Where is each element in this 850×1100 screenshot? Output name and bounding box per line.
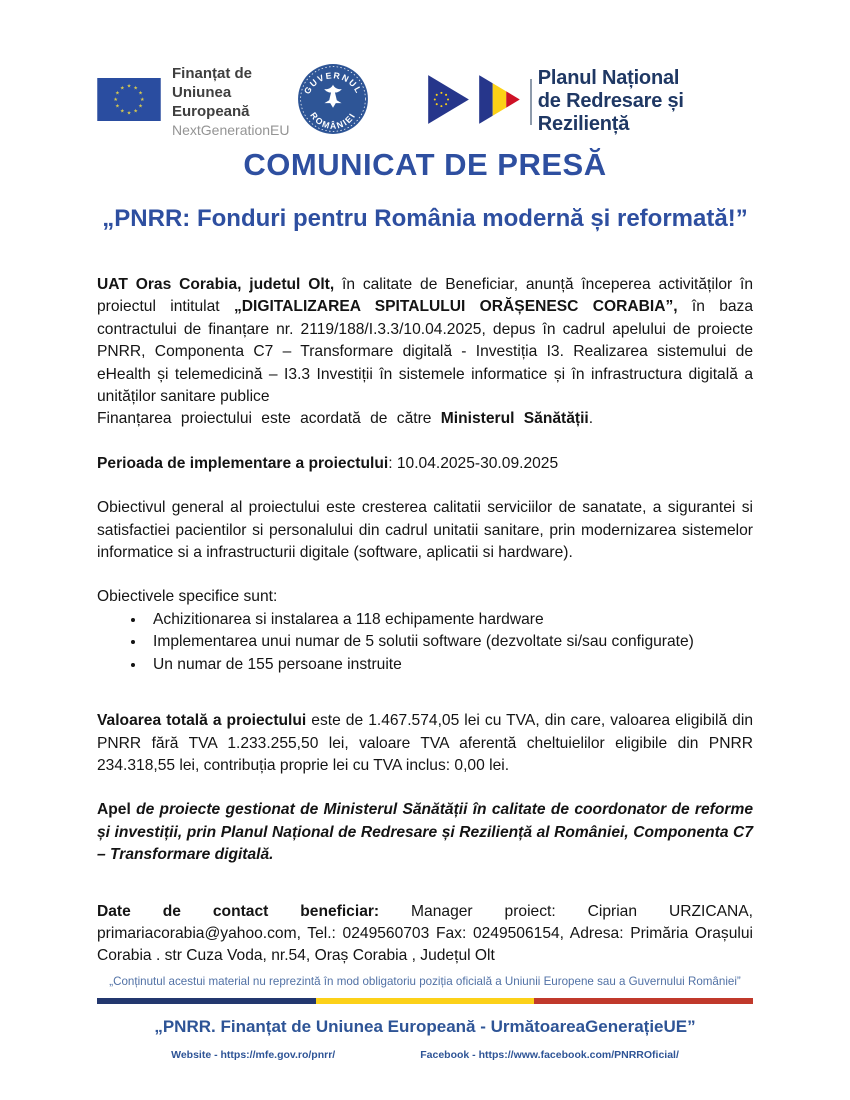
- svg-text:★: ★: [133, 108, 138, 115]
- intro-text-2: în baza contractului de finanțare nr. 2119/188/I.3.3/10.04.2025, depus în cadrul apelului de proiecte PNRR, Componenta C7 – Transformare digitală - Investiția I3. Realizarea sistemului de eHealth și telemedicină – I3.3 Investiții în sistemele informatice și în infrastructura digitală a unităților sanitare publice: [97, 298, 754, 406]
- bullet-text: Achizitionarea si instalarea a 118 echipamente hardware: [153, 610, 544, 628]
- paragraph-contact: [97, 901, 753, 968]
- page-title: COMUNICAT DE PRESĂ: [243, 147, 607, 182]
- svg-text:★: ★: [115, 89, 120, 96]
- svg-text:★: ★: [120, 84, 125, 91]
- paragraph-intro: [97, 274, 753, 431]
- romania-tricolor-stripe: [97, 998, 753, 1004]
- intro-text-1: în calitate de Beneficiar, anunță începerea activităților în proiectul intitulat: [97, 276, 753, 316]
- list-item: [146, 631, 753, 653]
- svg-text:★: ★: [140, 96, 145, 103]
- contact-text: Manager proiect: Ciprian URZICANA, primariacorabia@yahoo.com, Tel.: 0249560703 Fax: 0249506154, Adresa: Primăria Orașului Corabia . str Cuza Voda, nr.54, Oraș Corabia , Județul Olt: [97, 902, 753, 965]
- spacer: [97, 889, 753, 901]
- eu-funding-logo-text: [172, 64, 296, 140]
- stripe-yellow: [316, 998, 535, 1004]
- paragraph-specific-intro: Obiectivele specifice sunt:: [97, 588, 278, 606]
- svg-text:★: ★: [138, 103, 143, 110]
- website-link: Website - https://mfe.gov.ro/pnrr/: [171, 1049, 336, 1061]
- eu-funding-logo: [97, 64, 296, 140]
- pnrr-logo-separator: [530, 79, 532, 125]
- paragraph-period: [97, 453, 753, 475]
- svg-text:★: ★: [138, 89, 143, 96]
- paragraph-objective: Obiectivul general al proiectului este cresterea calitatii serviciilor de sanatate, a sigurantei si satisfactiei pacientilor si personalului din cadrul unitatii sanitare, prin modernizarea sistemelor informatice si a infrastructurii digitale (software, aplicatii si hardware).: [97, 499, 753, 562]
- svg-text:★: ★: [113, 96, 118, 103]
- pnrr-logo-line2: de Redresare și Reziliență: [537, 90, 684, 135]
- contact-label: Date de contact beneficiar:: [97, 902, 380, 920]
- funding-text: Finanțarea proiectului este acordată de către: [97, 410, 441, 428]
- spacer: [97, 698, 753, 710]
- bullet-text: Implementarea unui numar de 5 solutii software (dezvoltate si/sau configurate): [153, 633, 694, 651]
- ministry-name: Ministerul Sănătății: [440, 410, 589, 428]
- list-item: [146, 654, 753, 676]
- footer-tagline: „PNRR. Finanțat de Uniunea Europeană - UrmătoareaGenerațieUE”: [154, 1017, 696, 1036]
- eu-logo-line2: Uniunea Europeană: [172, 83, 250, 120]
- value-text: este de 1.467.574,05 lei cu TVA, din care, valoarea eligibilă din PNRR fără TVA 1.233.255,50 lei, valoare TVA aferentă cheltuielilor eligibile din PNRR 234.318,55 lei, contribuția proprie lei cu TVA inclus: 0,00 lei.: [97, 712, 753, 774]
- pnrr-logo: [426, 67, 753, 136]
- paragraph-call: [97, 799, 753, 866]
- beneficiary-name: UAT Oras Corabia, judetul Olt,: [97, 276, 335, 293]
- value-label: Valoarea totală a proiectului: [97, 712, 307, 730]
- page-subtitle: „PNRR: Fonduri pentru România modernă și reformată!”: [102, 205, 748, 232]
- call-label: Apel: [97, 801, 131, 819]
- bullet-text: Un numar de 155 persoane instruite: [153, 655, 402, 673]
- svg-text:ROMÂNIEI: ROMÂNIEI: [308, 110, 358, 131]
- footer-links: [97, 1049, 753, 1061]
- svg-text:★: ★: [115, 103, 120, 110]
- period-value: : 10.04.2025-30.09.2025: [388, 454, 559, 472]
- project-title: „DIGITALIZAREA SPITALULUI ORĂȘENESC CORABIA”,: [233, 298, 678, 316]
- document-body: [97, 274, 753, 990]
- svg-text:★: ★: [126, 83, 132, 90]
- svg-text:★: ★: [126, 109, 132, 116]
- stripe-blue: [97, 998, 316, 1004]
- paragraph-value: [97, 710, 753, 777]
- svg-text:★: ★: [133, 84, 138, 91]
- eu-logo-line1: Finanțat de: [172, 64, 253, 82]
- facebook-link: Facebook - https://www.facebook.com/PNRROficial/: [420, 1049, 679, 1061]
- specific-objectives-list: [97, 609, 753, 676]
- eu-flag-icon: [97, 78, 161, 126]
- header-logo-row: [97, 62, 753, 141]
- page-footer: [97, 975, 753, 1061]
- call-text-2: Componenta C7 – Transformare digitală.: [97, 823, 753, 864]
- svg-text:★: ★: [120, 108, 125, 115]
- eu-logo-line3: NextGenerationEU: [172, 121, 290, 138]
- pnrr-triangles-icon: [426, 71, 524, 133]
- intro-text-3: .: [588, 410, 594, 428]
- list-item: [146, 609, 753, 631]
- pnrr-logo-line1: Planul Național: [537, 67, 680, 89]
- svg-text:GUVERNUL: GUVERNUL: [301, 70, 365, 96]
- call-text-1: de proiecte gestionat de Ministerul Sănătății în calitate de coordonator de reforme și investiții, prin Planul Național de Redresare și Reziliență al României,: [97, 801, 753, 841]
- romanian-government-seal-icon: [296, 62, 370, 141]
- pnrr-logo-text: [538, 67, 753, 136]
- disclaimer-text: „Conținutul acestui material nu reprezintă în mod obligatoriu poziția oficială a Uniunii Europene sau a Guvernului României”: [109, 975, 741, 988]
- period-label: Perioada de implementare a proiectului: [97, 454, 389, 472]
- stripe-red: [534, 998, 753, 1004]
